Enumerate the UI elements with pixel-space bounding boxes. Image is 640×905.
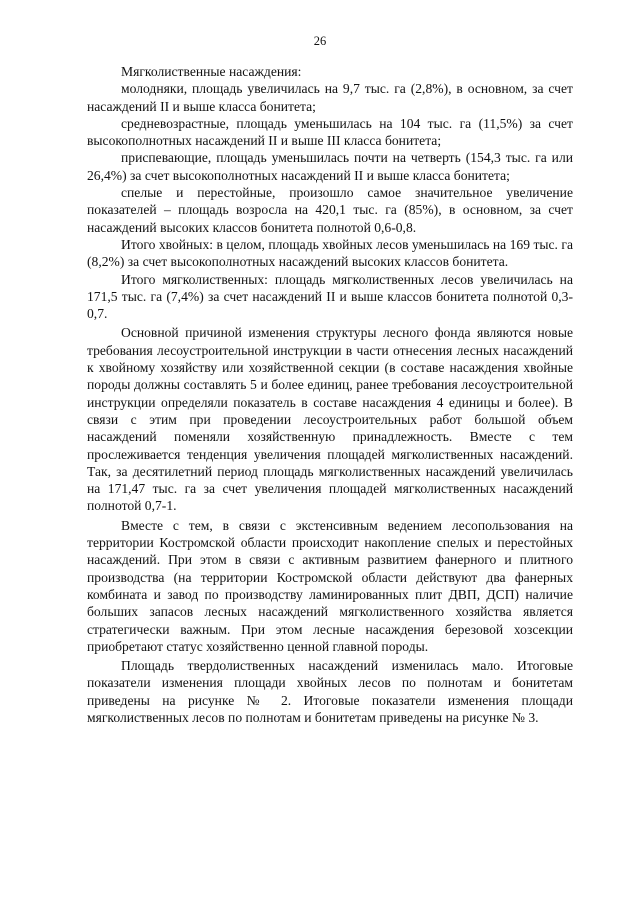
page-number: 26 xyxy=(313,34,327,48)
document-body xyxy=(87,63,573,726)
paragraph-total-coniferous: Итого хвойных: в целом, площадь хвойных лесов уменьшилась на 169 тыс. га (8,2%) за счет высокополнотных насаждений высоких классов бонитета. xyxy=(87,236,573,270)
paragraph-mature-overmature: спелые и перестойные, произошло самое значительное увеличение показателей – площадь возросла на 420,1 тыс. га (85%), в основном, за счет насаждений высоких классов бонитета полнотой 0,6-0,8. xyxy=(87,185,573,235)
paragraph-maturing: приспевающие, площадь уменьшилась почти на четверть (154,3 тыс. га или 26,4%) за счет высокополнотных насаждений II и выше класса бонитета; xyxy=(87,150,573,183)
paragraph-total-soft-leaved: Итого мягколиственных: площадь мягколиственных лесов увеличилась на 171,5 тыс. га (7,4%) за счет насаждений II и выше классов бонитета полнотой 0,3-0,7. xyxy=(87,271,573,322)
paragraph-heading-soft-leaved: Мягколиственные насаждения: xyxy=(121,64,302,79)
paragraph-middle-aged: средневозрастные, площадь уменьшилась на 104 тыс. га (11,5%) за счет высокополнотных насаждений II и выше III класса бонитета; xyxy=(87,115,573,149)
paragraph-main-reason: Основной причиной изменения структуры лесного фонда являются новые требования лесоустроительной инструкции в части отнесения лесных насаждений к хвойному хозяйству или хозяйственной секции (в составе насаждения хвойные породы должны составлять 5 и более единиц, ранее требования лесоустроительной инструкции определяли показатель в составе насаждения 4 единицы и более). В связи с этим при проведении лесоустроительных работ большой объем насаждений поменяли хозяйственную принадлежность. Вместе с тем прослеживается тенденция увеличения площадей мягколиственных насаждений. Так, за десятилетний период площадь мягколиственных насаждений увеличилась на 171,47 тыс. га за счет увеличения площадей мягколиственных насаждений полнотой 0,7-1. xyxy=(87,325,573,514)
paragraph-hardwood-summary: Площадь твердолиственных насаждений изменилась мало. Итоговые показатели изменения площади хвойных лесов по полнотам и бонитетам приведены на рисунке № 2. Итоговые показатели изменения площади мягколиственных лесов по полнотам и бонитетам приведены на рисунке № 3. xyxy=(87,658,573,725)
paragraph-young-stands: молодняки, площадь увеличилась на 9,7 тыс. га (2,8%), в основном, за счет насаждений II и выше класса бонитета; xyxy=(87,81,573,114)
paragraph-forest-use: Вместе с тем, в связи с экстенсивным ведением лесопользования на территории Костромской области происходит накопление спелых и перестойных насаждений. При этом в связи с активным развитием фанерного и плитного производства (на территории Костромской области действуют два фанерных комбината и завод по производству ламинированных плит ДВП, ДСП) наличие больших запасов лесных насаждений мягколиственного хозяйства является стратегически важным. При этом лесные насаждения березовой хозсекции приобретают статус хозяйственно ценной главной породы. xyxy=(87,517,573,654)
